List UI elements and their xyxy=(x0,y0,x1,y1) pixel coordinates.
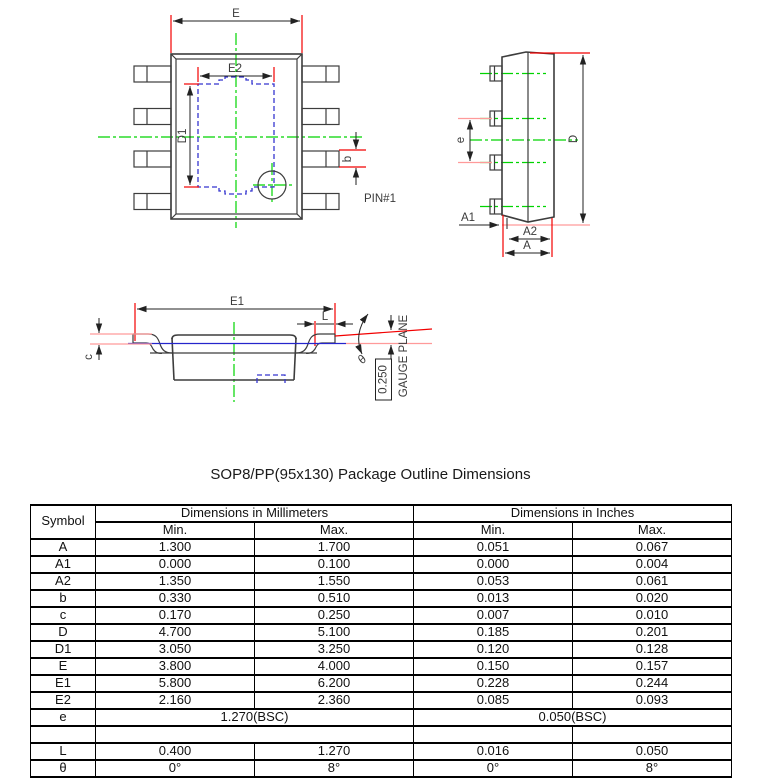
dim-label-D: D xyxy=(568,134,580,144)
header-mm-max: Max. xyxy=(255,522,414,539)
leads-right xyxy=(302,66,339,210)
cell-mm-max: 3.250 xyxy=(255,641,414,658)
center-lines-side-view xyxy=(470,74,578,207)
cell-in-max: 0.004 xyxy=(573,556,732,573)
cell-in-max: 0.050 xyxy=(573,743,732,760)
cell-symbol: e xyxy=(31,709,96,726)
dim-label-D1: D1 xyxy=(177,128,189,144)
lead xyxy=(134,151,171,167)
pin1-label: PIN#1 xyxy=(364,193,396,205)
cell-symbol: D xyxy=(31,624,96,641)
pad-notch-hidden-line xyxy=(257,375,285,383)
cell-in-min: 0.228 xyxy=(414,675,573,692)
cell-symbol: L xyxy=(31,743,96,760)
cell-symbol: E xyxy=(31,658,96,675)
table-row-A xyxy=(31,539,732,556)
cell-mm-max: 1.270 xyxy=(255,743,414,760)
dim-label-c: c xyxy=(83,354,95,360)
cell-in-min: 0.120 xyxy=(414,641,573,658)
header-symbol: Symbol xyxy=(31,505,96,539)
cell-mm-min: 5.800 xyxy=(96,675,255,692)
table-header-group-row xyxy=(31,505,732,522)
cell-mm-max: 0.510 xyxy=(255,590,414,607)
gauge-plane-label: GAUGE PLANE xyxy=(398,314,411,398)
side-view xyxy=(455,52,590,257)
lead xyxy=(302,66,339,82)
cell-mm-bsc: 1.270(BSC) xyxy=(96,709,414,726)
cell-symbol: E1 xyxy=(31,675,96,692)
cell-in-max: 0.244 xyxy=(573,675,732,692)
dim-label-E1: E1 xyxy=(229,296,245,308)
dim-label-e: e xyxy=(455,136,467,144)
cell-mm-max: 5.100 xyxy=(255,624,414,641)
table-header-minmax-row xyxy=(31,522,732,539)
cell-mm-span xyxy=(96,726,414,743)
dimensions-table xyxy=(30,504,732,778)
cell-symbol: E2 xyxy=(31,692,96,709)
cell-in-min: 0.013 xyxy=(414,590,573,607)
dim-c xyxy=(83,318,152,360)
cell-mm-max: 4.000 xyxy=(255,658,414,675)
cell-in-max: 0.020 xyxy=(573,590,732,607)
cell-mm-max: 1.550 xyxy=(255,573,414,590)
table-header xyxy=(31,505,732,539)
dim-label-E: E xyxy=(232,8,240,20)
cell-mm-min: 0.330 xyxy=(96,590,255,607)
cell-in-min: 0.007 xyxy=(414,607,573,624)
table-row-E xyxy=(31,658,732,675)
cell-in-min xyxy=(414,726,573,743)
cell-mm-min: 0.170 xyxy=(96,607,255,624)
gauge-plane-callout xyxy=(376,314,411,400)
package-body-side-view xyxy=(502,52,554,222)
table-row-b xyxy=(31,590,732,607)
table-row-A1 xyxy=(31,556,732,573)
dim-D1 xyxy=(177,84,199,187)
lead xyxy=(134,66,171,82)
cell-in-max xyxy=(573,726,732,743)
cell-mm-max: 8° xyxy=(255,760,414,777)
dim-label-A1: A1 xyxy=(461,212,476,224)
table-row-A2 xyxy=(31,573,732,590)
cell-symbol: θ xyxy=(31,760,96,777)
cell-symbol: c xyxy=(31,607,96,624)
lead xyxy=(302,151,339,167)
top-view xyxy=(98,8,396,228)
cell-mm-max: 6.200 xyxy=(255,675,414,692)
table-row-D xyxy=(31,624,732,641)
cell-symbol: A2 xyxy=(31,573,96,590)
header-inch-group: Dimensions in Inches xyxy=(414,505,732,522)
lead xyxy=(134,194,171,210)
cell-in-max: 0.201 xyxy=(573,624,732,641)
lead xyxy=(134,109,171,125)
dim-label-L: L xyxy=(321,311,329,323)
dim-label-A: A xyxy=(523,240,531,252)
cell-in-max: 0.128 xyxy=(573,641,732,658)
cell-in-max: 0.157 xyxy=(573,658,732,675)
cell-symbol: b xyxy=(31,590,96,607)
cell-mm-max: 1.700 xyxy=(255,539,414,556)
dim-L xyxy=(297,311,353,346)
cell-mm-min: 2.160 xyxy=(96,692,255,709)
dim-label-E2: E2 xyxy=(227,63,243,75)
dim-label-A2: A2 xyxy=(522,226,538,238)
cell-mm-min: 3.800 xyxy=(96,658,255,675)
table-row-e xyxy=(31,709,732,726)
header-inch-max: Max. xyxy=(573,522,732,539)
front-view xyxy=(83,296,432,402)
cell-in-min: 0.016 xyxy=(414,743,573,760)
dim-A2 xyxy=(509,226,550,239)
table-row-E2 xyxy=(31,692,732,709)
cell-symbol: A1 xyxy=(31,556,96,573)
header-mm-group: Dimensions in Millimeters xyxy=(96,505,414,522)
cell-mm-max: 0.100 xyxy=(255,556,414,573)
cell-in-max: 0.093 xyxy=(573,692,732,709)
cell-in-min: 0.051 xyxy=(414,539,573,556)
dim-A1 xyxy=(459,212,507,257)
cell-in-min: 0.000 xyxy=(414,556,573,573)
dim-b xyxy=(339,132,366,185)
leads-left xyxy=(134,66,171,210)
table-row-E1 xyxy=(31,675,732,692)
cell-in-min: 0° xyxy=(414,760,573,777)
lead xyxy=(302,194,339,210)
cell-mm-min: 4.700 xyxy=(96,624,255,641)
cell-in-max: 0.010 xyxy=(573,607,732,624)
cell-in-min: 0.185 xyxy=(414,624,573,641)
cell-symbol xyxy=(31,726,96,743)
cell-in-min: 0.085 xyxy=(414,692,573,709)
cell-in-max: 8° xyxy=(573,760,732,777)
cell-in-max: 0.061 xyxy=(573,573,732,590)
cell-mm-min: 0.400 xyxy=(96,743,255,760)
cell-mm-min: 3.050 xyxy=(96,641,255,658)
cell-mm-min: 0.000 xyxy=(96,556,255,573)
dim-E xyxy=(171,8,302,53)
table-row-D1 xyxy=(31,641,732,658)
table-row-theta xyxy=(31,760,732,777)
header-inch-min: Min. xyxy=(414,522,573,539)
dim-D xyxy=(502,53,590,225)
table-row-blank xyxy=(31,726,732,743)
cell-mm-min: 1.300 xyxy=(96,539,255,556)
table-row-c xyxy=(31,607,732,624)
cell-in-min: 0.150 xyxy=(414,658,573,675)
header-mm-min: Min. xyxy=(96,522,255,539)
cell-mm-min: 1.350 xyxy=(96,573,255,590)
lead xyxy=(302,109,339,125)
cell-symbol: D1 xyxy=(31,641,96,658)
table-row-L xyxy=(31,743,732,760)
cell-in-bsc: 0.050(BSC) xyxy=(414,709,732,726)
cell-mm-min: 0° xyxy=(96,760,255,777)
cell-in-max: 0.067 xyxy=(573,539,732,556)
cell-mm-max: 2.360 xyxy=(255,692,414,709)
dim-label-b: b xyxy=(342,155,354,163)
page-title: SOP8/PP(95x130) Package Outline Dimensions xyxy=(210,466,531,483)
gauge-value-label: 0.250 xyxy=(377,365,390,394)
cell-symbol: A xyxy=(31,539,96,556)
cell-mm-max: 0.250 xyxy=(255,607,414,624)
dim-label-theta: θ xyxy=(354,352,370,367)
cell-in-min: 0.053 xyxy=(414,573,573,590)
